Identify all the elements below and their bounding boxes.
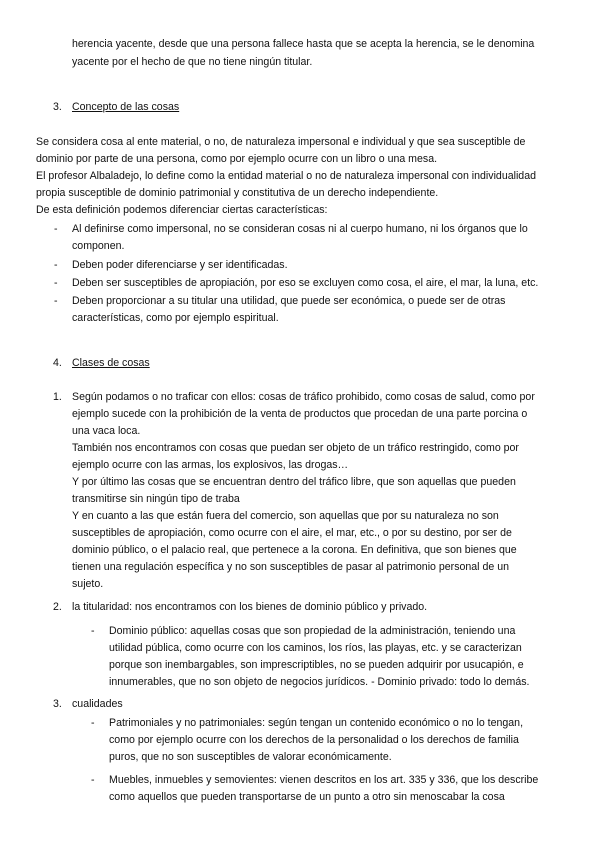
bullet-dash: - (54, 295, 58, 307)
sub-bullet-line: Muebles, inmuebles y semovientes: vienen descritos en los art. 335 y 336, que los describe (109, 774, 539, 786)
intro-line: herencia yacente, desde que una persona fallece hasta que se acepta la herencia, se le denomina (72, 38, 535, 50)
sub-bullet-line: innumerables, que no son objeto de negocios jurídicos. - Dominio privado: todo lo demás. (109, 676, 530, 688)
sub-bullet-line: como aquellos que pueden transportarse de un punto a otro sin menoscabar la cosa (109, 791, 505, 803)
list-line: la titularidad: nos encontramos con los bienes de dominio público y privado. (72, 601, 428, 613)
bullet-dash: - (54, 277, 58, 289)
list-line: sujeto. (72, 578, 104, 590)
sub-bullet-line: Dominio público: aquellas cosas que son propiedad de la administración, teniendo una (109, 625, 516, 637)
list-line: Y por último las cosas que se encuentran dentro del tráfico libre, que son aquellas que pueden (72, 476, 516, 488)
sub-bullet-dash: - (91, 625, 95, 637)
section-number: 3. (53, 101, 62, 113)
list-line: Según podamos o no traficar con ellos: cosas de tráfico prohibido, como cosas de salud, como por (72, 391, 535, 403)
list-line: ejemplo ocurre con las armas, los explosivos, las drogas… (72, 459, 349, 471)
sub-bullet-dash: - (91, 717, 95, 729)
sub-bullet-dash: - (91, 774, 95, 786)
paragraph-line: dominio por parte de una persona, como por ejemplo ocurre con un libro o una mesa. (36, 153, 438, 165)
list-line: transmitirse sin ningún tipo de traba (72, 493, 240, 505)
sub-bullet-line: porque son inembargables, son imprescriptibles, no se pueden adquirir por usucapión, e (109, 659, 524, 671)
sub-bullet-line: utilidad pública, como ocurre con los caminos, los ríos, las playas, etc. y se caracterizan (109, 642, 522, 654)
list-number: 1. (53, 391, 62, 403)
list-line: Y en cuanto a las que están fuera del comercio, son aquellas que por su naturaleza no son (72, 510, 499, 522)
bullet-line: componen. (72, 240, 125, 252)
bullet-line: Deben poder diferenciarse y ser identificadas. (72, 259, 288, 271)
sub-bullet-line: como por ejemplo ocurre con los derechos de la personalidad o los derechos de familia (109, 734, 519, 746)
bullet-line: características, como por ejemplo espiritual. (72, 312, 279, 324)
paragraph-line: Se considera cosa al ente material, o no, de naturaleza impersonal e individual y que sea susceptible de (36, 136, 526, 148)
list-line: dominio público, o el palacio real, que pertenece a la corona. En definitiva, que son bienes que (72, 544, 517, 556)
section-heading: Clases de cosas (72, 357, 150, 369)
bullet-line: Deben ser susceptibles de apropiación, por eso se excluyen como cosa, el aire, el mar, la luna, etc. (72, 277, 539, 289)
list-number: 2. (53, 601, 62, 613)
list-line: susceptibles de apropiación, como ocurre con el aire, el mar, etc., o por su destino, por ser de (72, 527, 512, 539)
list-line: cualidades (72, 698, 123, 710)
list-line: una vaca loca. (72, 425, 141, 437)
section-number: 4. (53, 357, 62, 369)
section-heading: Concepto de las cosas (72, 101, 180, 113)
list-number: 3. (53, 698, 62, 710)
intro-line: yacente por el hecho de que no tiene ningún titular. (72, 56, 313, 68)
bullet-dash: - (54, 223, 58, 235)
bullet-line: Al definirse como impersonal, no se consideran cosas ni al cuerpo humano, ni los órganos que lo (72, 223, 528, 235)
list-line: ejemplo sucede con la prohibición de la venta de productos que procedan de una parte porcina o (72, 408, 528, 420)
paragraph-line: propia susceptible de dominio patrimonial y constitutiva de un derecho independiente. (36, 187, 439, 199)
sub-bullet-line: Patrimoniales y no patrimoniales: según tengan un contenido económico o no lo tengan, (109, 717, 524, 729)
list-line: tienen una regulación específica y no son susceptibles de pasar al patrimonio personal de un (72, 561, 509, 573)
bullet-line: Deben proporcionar a su titular una utilidad, que puede ser económica, o puede ser de otras (72, 295, 506, 307)
sub-bullet-line: puros, que no son susceptibles de valorar económicamente. (109, 751, 392, 763)
bullet-dash: - (54, 259, 58, 271)
list-line: También nos encontramos con cosas que puedan ser objeto de un tráfico restringido, como por (72, 442, 519, 454)
paragraph-line: De esta definición podemos diferenciar ciertas características: (36, 204, 328, 216)
paragraph-line: El profesor Albaladejo, lo define como la entidad material o no de naturaleza impersonal con individualidad (36, 170, 536, 182)
